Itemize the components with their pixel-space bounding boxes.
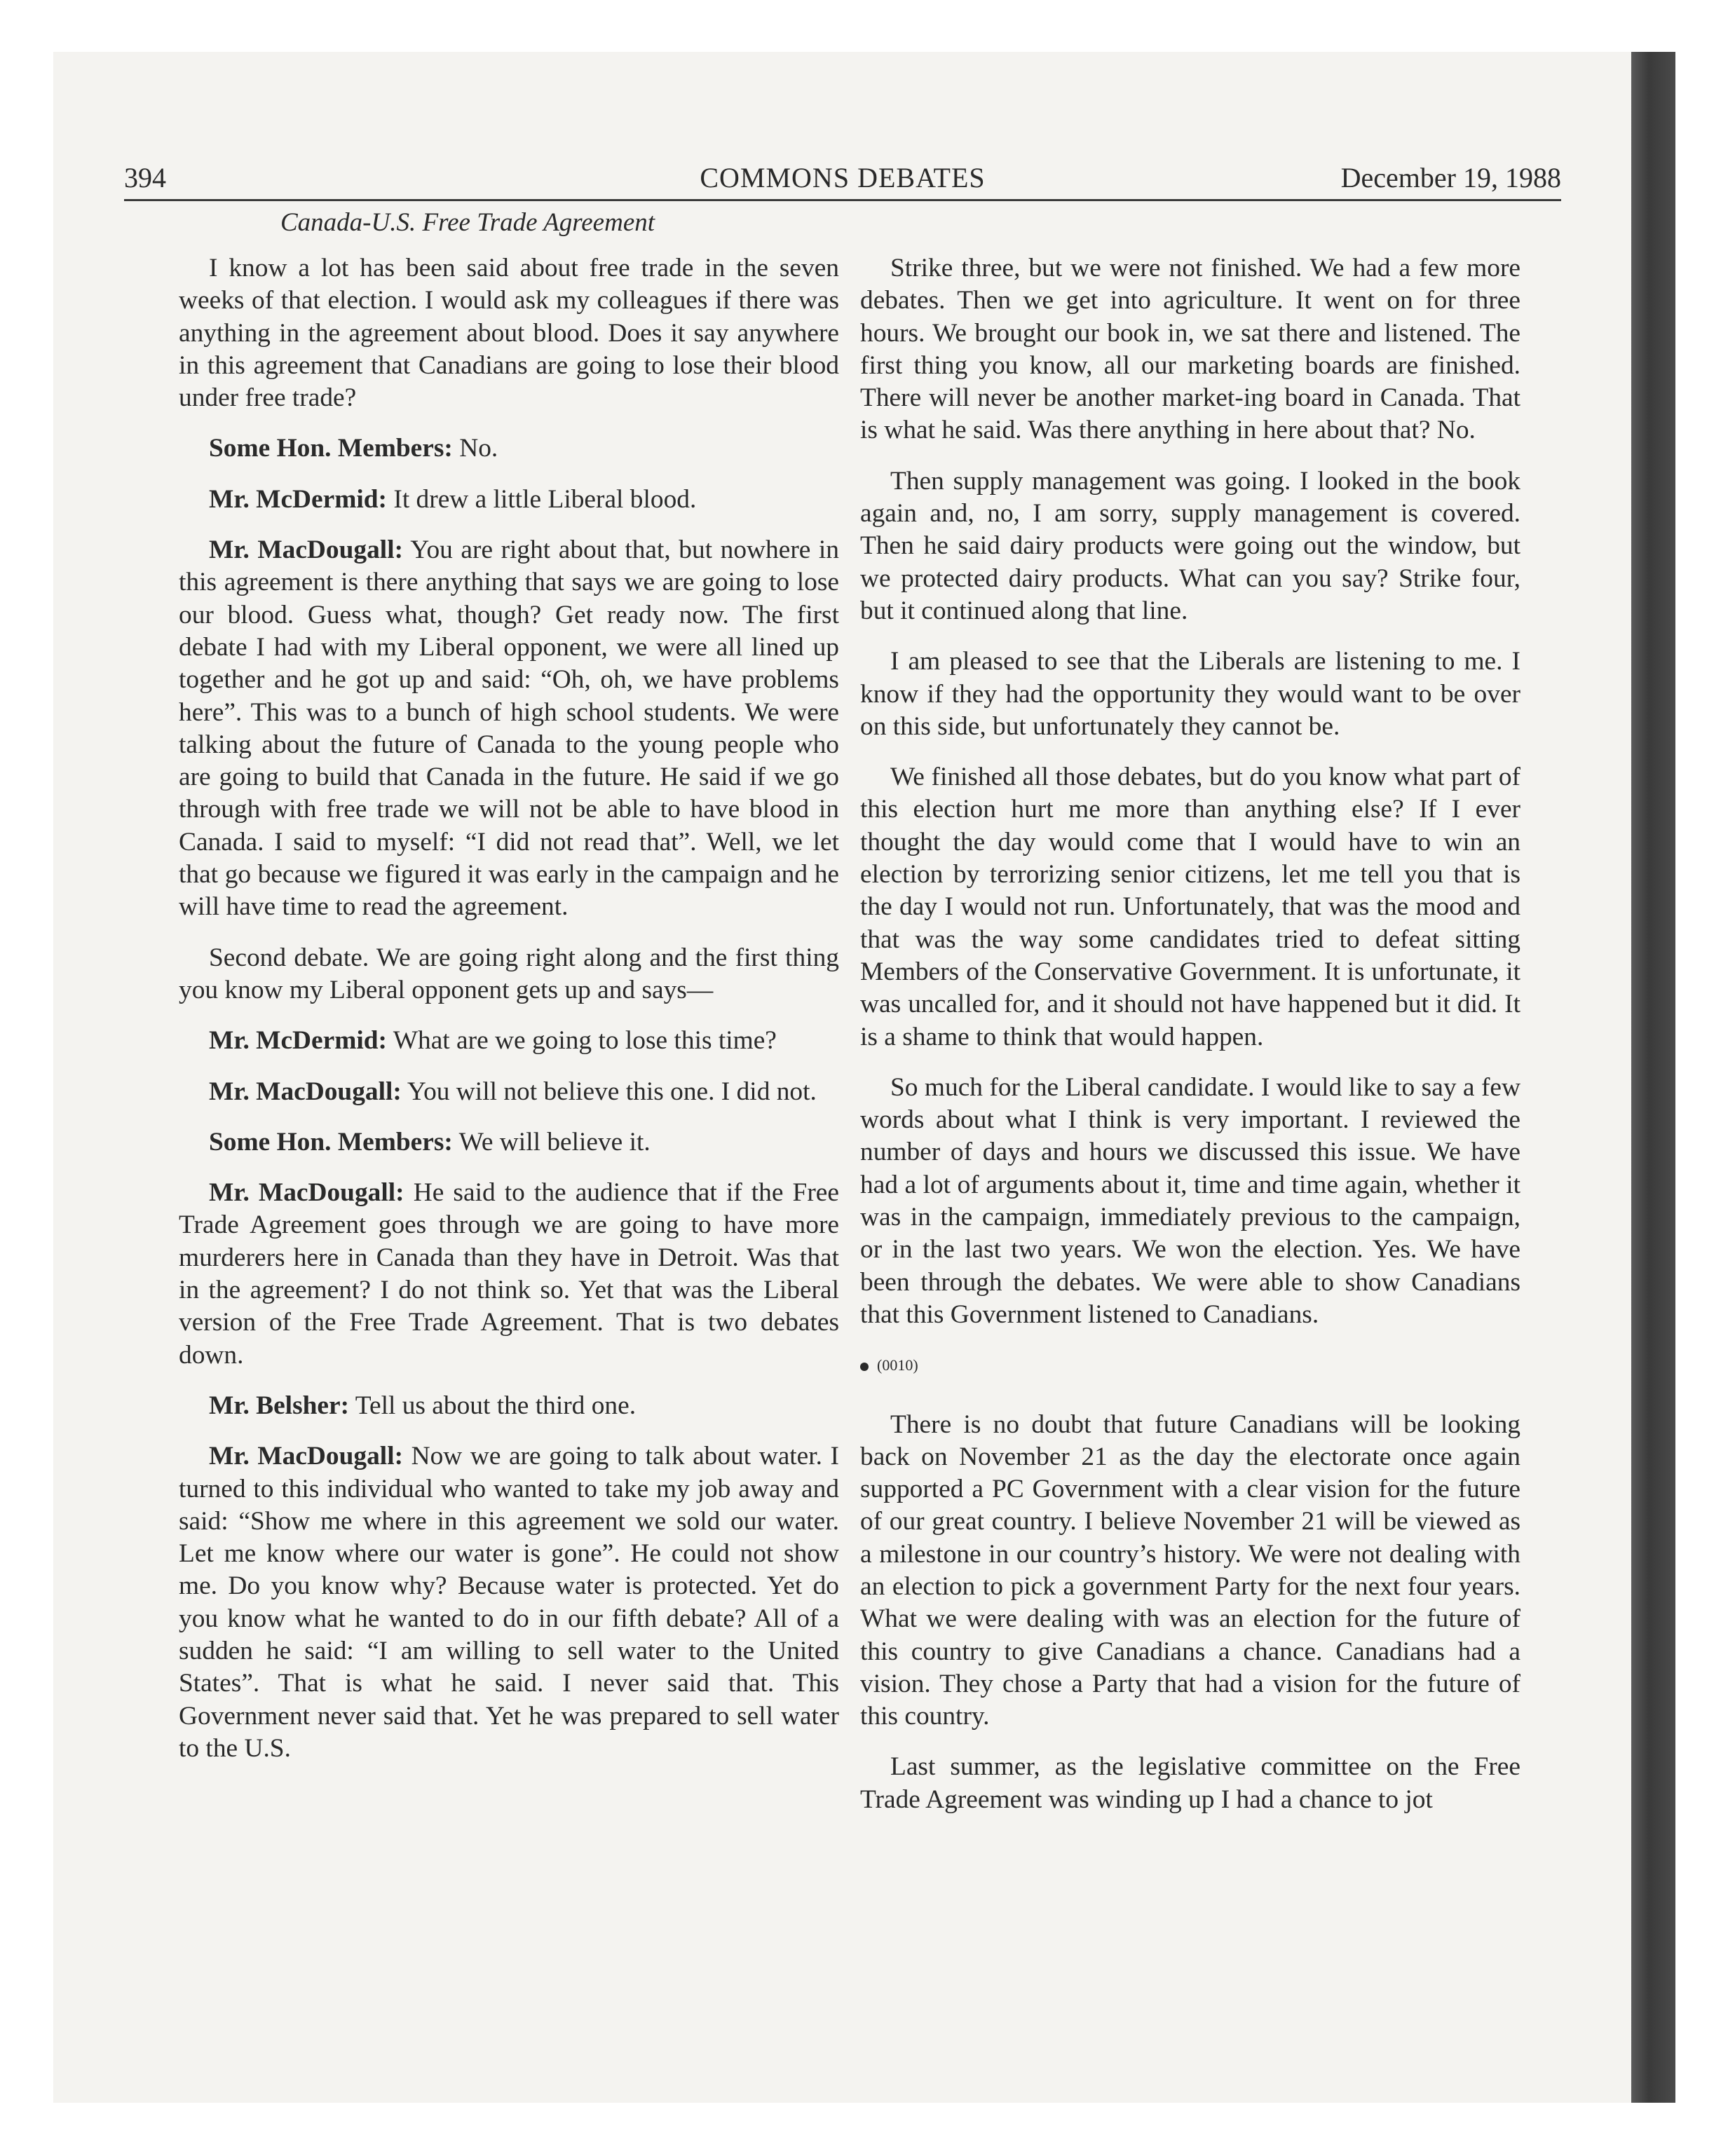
paragraph-text: He said to the audience that if the Free Trade Agreement goes through we are going to have more murderers here in Canada than they have in Detroit. Was that in the agreement? I do not think so. Yet that was the Liberal version of the Free Trade Agreement. That is two debates down. [179, 1178, 839, 1370]
paragraph [179, 1025, 839, 1057]
page-header [124, 158, 1561, 201]
paragraph [179, 1076, 839, 1108]
publication-title: COMMONS DEBATES [700, 162, 986, 193]
bullet-icon [860, 1363, 869, 1371]
paragraph-text: So much for the Liberal candidate. I would like to say a few words about what I think is very important. I reviewed the number of days and hours we discussed this issue. We have had a lot of arguments about it, time and time again, whether it was in the campaign, immediately previous to the campaign, or in the last two years. We won the election. Yes. We have been through the debates. We were able to show Canadians that this Government listened to Canadians. [860, 1072, 1520, 1329]
time-marker [860, 1349, 1520, 1381]
paragraph-text: It drew a little Liberal blood. [393, 484, 697, 514]
paragraph [179, 534, 839, 924]
speaker-name: Mr. McDermid: [209, 1026, 388, 1056]
paragraph-text: No. [459, 434, 498, 463]
paragraph-text: You are right about that, but nowhere in this agreement is there anything that says we are going to lose our blood. Guess what, though? Get ready now. The first debate I had with my Liberal opponent, we were all lined up together and he got up and said: “Oh, oh, we have problems here”. This was to a bunch of high school students. We were talking about the future of Canada to the young people who are going to build that Canada in the future. He said if we go through with free trade we will not be able to have blood in Canada. I said to myself: “I did not read that”. Well, we let that go because we figured it was early in the campaign and he will have time to read the agreement. [179, 535, 839, 922]
speaker-name: Mr. Belsher: [209, 1391, 350, 1420]
paragraph [179, 252, 839, 414]
right-column [860, 252, 1520, 1834]
time-marker-text: (0010) [877, 1356, 918, 1374]
speaker-name: Some Hon. Members: [209, 1127, 453, 1157]
paragraph [860, 1409, 1520, 1733]
running-title: Canada-U.S. Free Trade Agreement [280, 208, 655, 237]
paragraph [860, 646, 1520, 743]
speaker-name: Some Hon. Members: [209, 434, 453, 463]
speaker-name: Mr. MacDougall: [209, 1178, 404, 1208]
paragraph [179, 942, 839, 1007]
paragraph-text: What are we going to lose this time? [393, 1026, 777, 1056]
paragraph [860, 1072, 1520, 1331]
paragraph-text: There is no doubt that future Canadians will be looking back on November 21 as the day the electorate once again supported a PC Government with a clear vision for the future of our great country. I believe November 21 will be viewed as a milestone in our country’s history. We were not dealing with an election to pick a government Party for the next four years. What we were dealing with was an election for the future of this country to give Canadians a chance. Canadians had a vision. They chose a Party that had a vision for the future of this country. [860, 1410, 1520, 1731]
page-date: December 19, 1988 [1340, 162, 1561, 193]
paragraph-text: You will not believe this one. I did not. [407, 1077, 817, 1106]
paragraph-text: Now we are going to talk about water. I turned to this individual who wanted to take my job away and said: “Show me where in this agreement we sold our water. Let me know where our water is gone”. He could not show me. Do you know why? Because water is protected. Yet do you know what he wanted to do in our fifth debate? All of a sudden he said: “I am willing to sell water to the United States”. That is what he said. I never said that. This Government never said that. Yet he was prepared to sell water to the U.S. [179, 1442, 840, 1763]
paragraph-text: Then supply management was going. I looked in the book again and, no, I am sorry, supply management is covered. Then he said dairy products were going out the window, but we protected dairy products. What can you say? Strike four, but it continued along that line. [860, 466, 1520, 625]
paragraph [179, 484, 839, 516]
paragraph [179, 1390, 839, 1422]
paragraph-text: Tell us about the third one. [355, 1391, 637, 1420]
paragraph-text: I know a lot has been said about free trade in the seven weeks of that election. I would ask my colleagues if there was anything in the agreement about blood. Does it say anywhere in this agreement that Canadians are going to lose their blood under free trade? [179, 254, 839, 413]
paragraph [860, 465, 1520, 627]
speaker-name: Mr. MacDougall: [209, 535, 404, 565]
paragraph [179, 1177, 839, 1372]
paragraph [179, 1440, 839, 1765]
paragraph-text: We finished all those debates, but do you know what part of this election hurt me more than anything else? If I ever thought the day would come that I would have to win an election by terrorizing senior citizens, let me tell you that is the day I would not run. Unfortunately, that was the mood and that was the way some candidates tried to defeat sitting Members of the Conservative Government. It is unfortunate, it was uncalled for, and it should not have happened but it did. It is a shame to think that would happen. [860, 763, 1520, 1051]
page-binding-edge [1631, 52, 1675, 2103]
speaker-name: Mr. MacDougall: [209, 1077, 402, 1106]
paragraph [179, 432, 839, 465]
speaker-name: Mr. MacDougall: [209, 1442, 404, 1471]
paragraph [179, 1126, 839, 1159]
paragraph-text: Last summer, as the legislative committee on the Free Trade Agreement was winding up I had a chance to jot [860, 1752, 1520, 1814]
paragraph-text: Strike three, but we were not finished. We had a few more debates. Then we get into agriculture. It went on for three hours. We brought our book in, we sat there and listened. The first thing you know, all our marketing boards are finished. There will never be another market-ing board in Canada. That is what he said. Was there anything in here about that? No. [860, 254, 1520, 445]
speaker-name: Mr. McDermid: [209, 484, 388, 514]
paragraph-text: I am pleased to see that the Liberals are listening to me. I know if they had the opportunity they would want to be over on this side, but unfortunately they cannot be. [860, 647, 1520, 741]
paragraph [860, 761, 1520, 1053]
page-number: 394 [124, 162, 166, 193]
paragraph-text: Second debate. We are going right along and the first thing you know my Liberal opponent gets up and says— [179, 943, 839, 1004]
left-column [179, 252, 839, 1783]
paragraph [860, 252, 1520, 447]
paragraph-text: We will believe it. [458, 1127, 651, 1157]
paragraph [860, 1751, 1520, 1816]
